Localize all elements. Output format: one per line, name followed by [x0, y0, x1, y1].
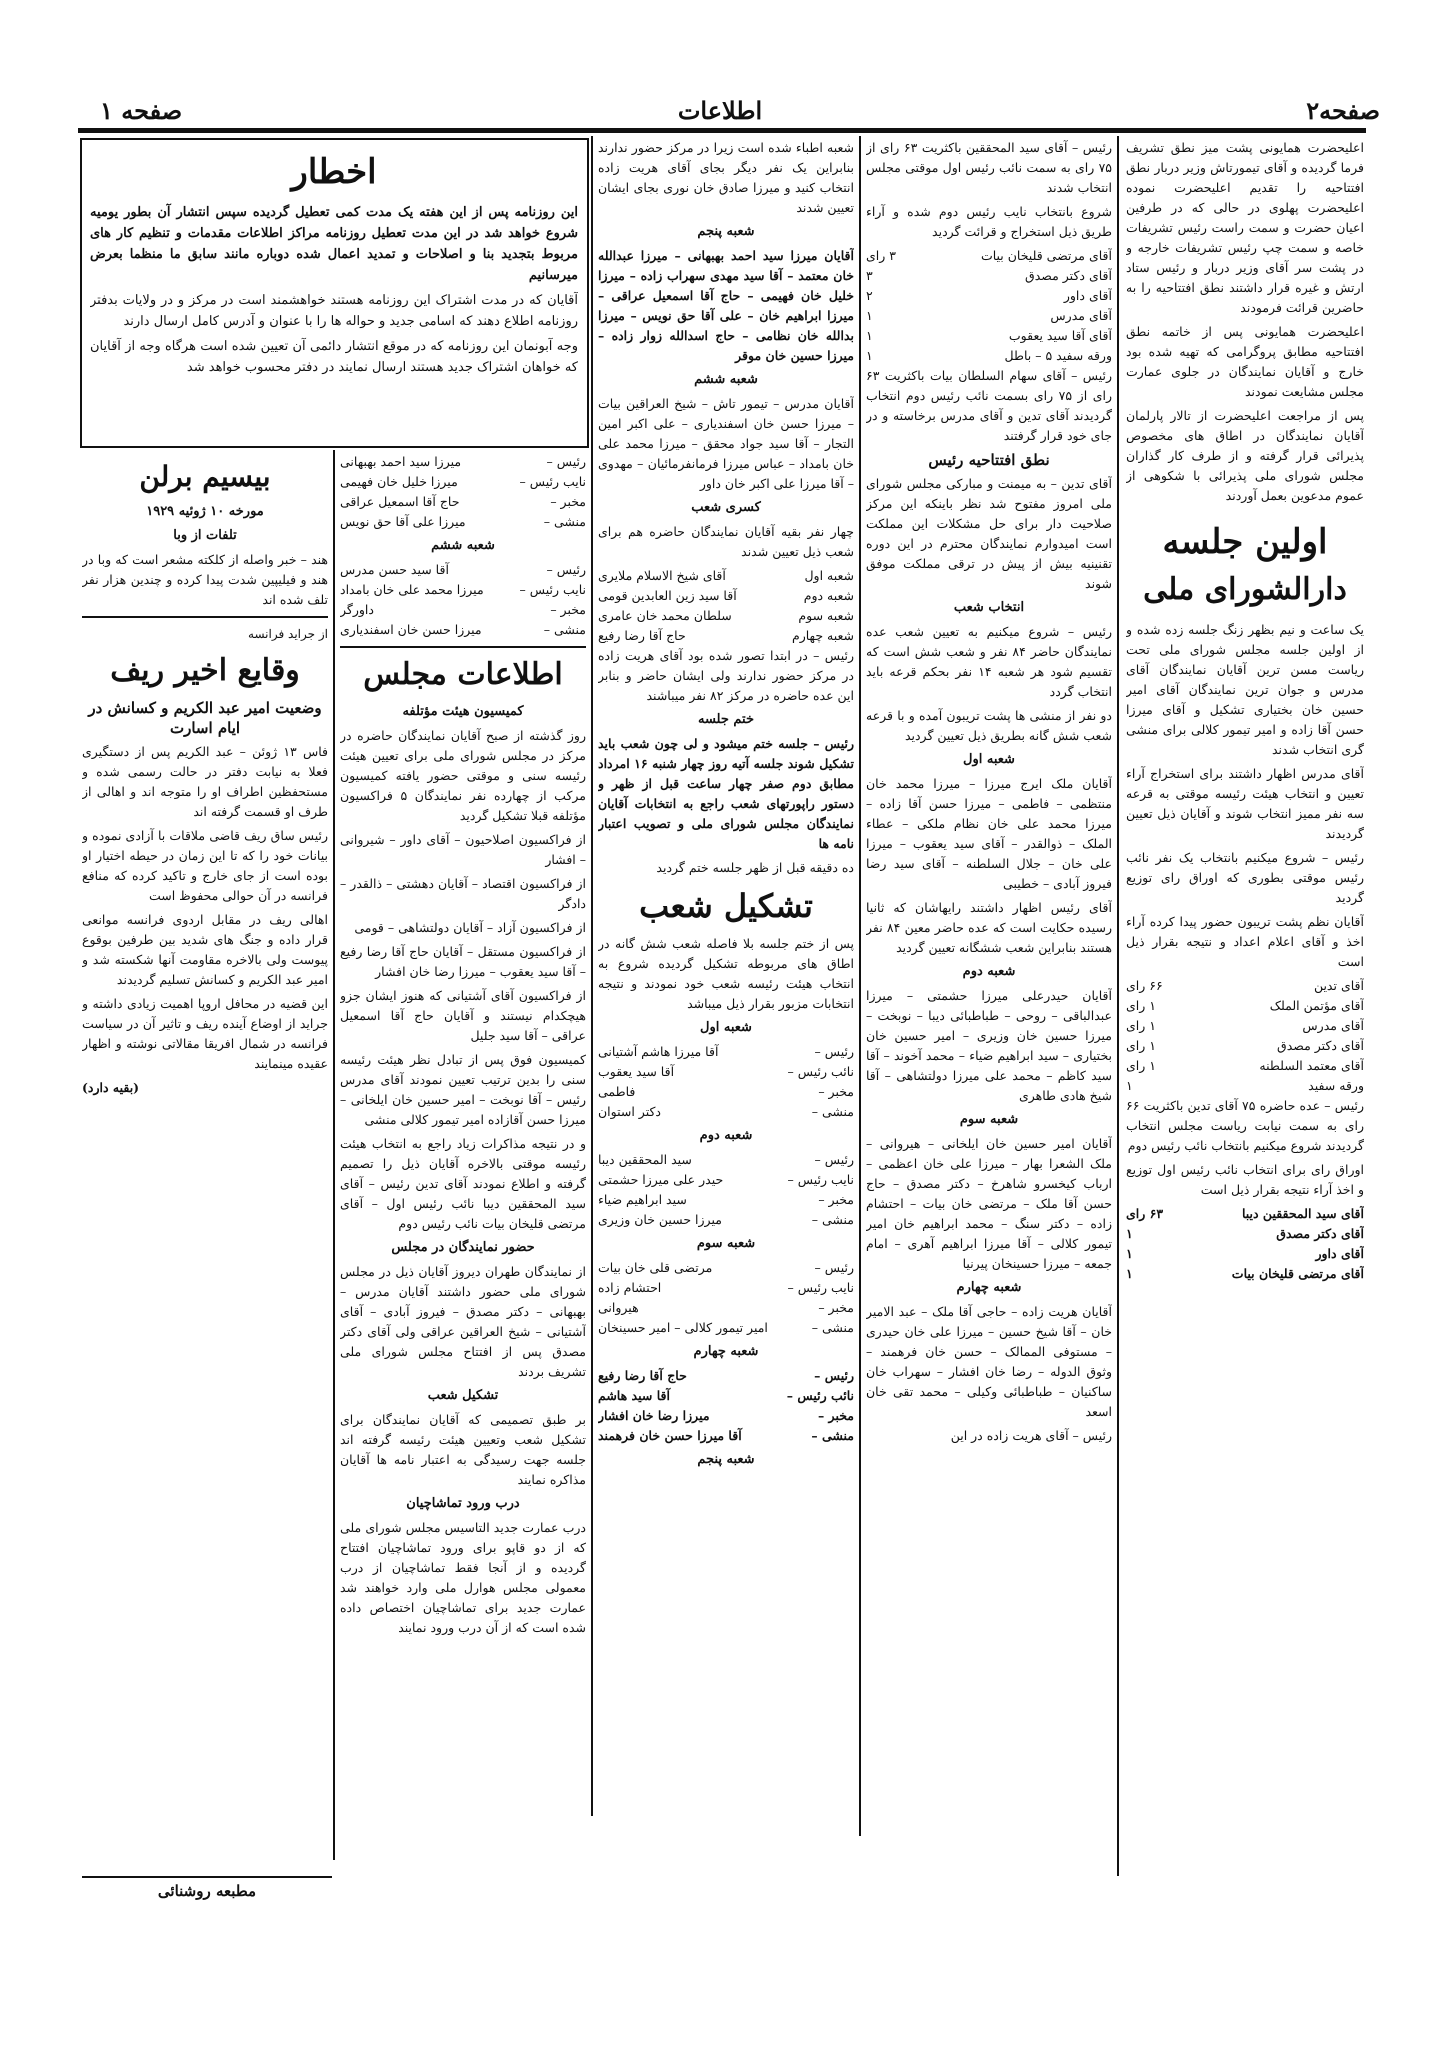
list-key: آقای معتمد السلطنه [1259, 1058, 1364, 1073]
headline-parliament-news: اطلاعات مجلس [363, 657, 563, 692]
list-row [340, 620, 586, 640]
vote-list [866, 246, 1112, 366]
list-value: ۱ [1126, 1226, 1133, 1241]
column-4 [340, 452, 586, 1852]
radio-date: مورخه ۱۰ ژوئیه ۱۹۲۹ [146, 504, 264, 519]
article-paragraph: از فراکسیون اقتصاد – آقایان دهشتی – ذالقدر – دادگر [340, 876, 586, 911]
list-value: سلطان محمد خان عامری [598, 608, 732, 623]
list-key: منشی – [543, 514, 586, 529]
list-key: آقای دکتر مصدق [1276, 1226, 1364, 1241]
article-paragraph: آقایان حیدرعلی میرزا حشمتی – میرزا عبدالباقی – روحی – طباطبائی دیبا – نوبخت – میرزا حسین خان وزیری – امیر حسین خان بختیاری – سید ابراهیم ضیاء – محمد آخوند – آقا سید کاظم – محمد علی میرزا دولتشاهی – آقا شیخ هادی طاهری [866, 988, 1112, 1103]
divider [82, 616, 328, 618]
list-row [598, 1258, 854, 1278]
list-row [1126, 1016, 1364, 1036]
article-paragraph: آقایان نظم پشت تریبون حضور پیدا کرده آراء اخذ و آقای اعلام اعداد و نتیجه بقرار ذیل است [1126, 914, 1364, 969]
section-heading: شعبه پنجم [697, 224, 755, 239]
section-heading: شعبه اول [700, 1020, 752, 1035]
list-value: حاج آقا رضا رفیع [598, 628, 686, 643]
column-divider [1117, 136, 1119, 1876]
list-key: منشی – [811, 1104, 854, 1119]
officer-list [598, 1042, 854, 1122]
list-value: ۱ [1126, 1078, 1133, 1093]
column-divider [859, 136, 861, 1836]
article-paragraph: اوراق رای برای انتخاب نائب رئیس اول توزیع و اخذ آراء نتیجه بقرار ذیل است [1126, 1162, 1364, 1197]
list-row [340, 600, 586, 620]
list-row [598, 1062, 854, 1082]
list-row [1126, 1264, 1364, 1284]
section-heading: کمیسیون هیئت مؤتلفه [402, 704, 524, 719]
divider [82, 1876, 332, 1878]
list-value: آقای شیخ الاسلام ملایری [598, 568, 726, 583]
column-5 [82, 452, 328, 1882]
article-paragraph: بر طبق تصمیمی که آقایان نمایندگان برای تشکیل شعب وتعیین هیئت رئیسه گرفته اند جلسه جهت رسیدگی به اعتبار نامه ها آقایان مذاکره نمایند [340, 1412, 586, 1487]
list-key: آقای مدرس [1050, 308, 1112, 323]
list-value: ۲ [866, 288, 873, 303]
list-key: آقای آقا سید یعقوب [1008, 328, 1112, 343]
article-paragraph: آقایان هریت زاده – حاجی آقا ملک – عبد الامیر خان – آقا شیخ حسین – میرزا علی خان حیدری – مستوفی الممالک – حسن خان فرهمند – وثوق الدوله – رضا خان افشار – سهراب خان ساکنیان – طباطبائی وکیلی – محمد تقی خان اسعد [866, 1304, 1112, 1419]
list-row [1126, 1204, 1364, 1224]
list-row [598, 1318, 854, 1338]
list-row [598, 1082, 854, 1102]
assignment-list [598, 566, 854, 646]
article-paragraph: آقایان امیر حسین خان ایلخانی – هیروانی – ملک الشعرا بهار – میرزا علی خان اعظمی – ارباب کیخسرو شاهرخ – دکتر مصدق – حاج حسن آقا ملک – مرتضی خان بیات – احتشام زاده – دکتر سنگ – محمد ابراهیم خان امیر تیمور کلالی – آقا میرزا ابراهیم آهری – امام جمعه – میرزا حسینخان پیرنیا [866, 1136, 1112, 1271]
column-2 [866, 138, 1112, 1878]
list-row [598, 1278, 854, 1298]
article-paragraph: رئیس – آقای سهام السلطان بیات باکثریت ۶۳ رای از ۷۵ رای بسمت نائب رئیس دوم انتخاب گردیدند آقای تدین و آقای مدرس برخاسته و در جای خود قرار گرفتند [866, 368, 1112, 443]
article-paragraph: کمیسیون فوق پس از تبادل نظر هیئت رئیسه سنی را بدین ترتیب تعیین نمودند آقای مدرس رئیس – آقا نوبخت – امیر حسین خان ایلخانی – میرزا حسن آقازاده امیر تیمور کلالی منشی [340, 1052, 586, 1127]
continued-note: (بقیه دارد) [82, 1080, 140, 1095]
section-heading: شعبه چهارم [956, 1280, 1022, 1295]
list-key: شعبه سوم [798, 608, 854, 623]
notice-paragraph: آقایان که در مدت اشتراک این روزنامه هستند خواهشمند است در مرکز و در ولایات بدفتر روزنامه اطلاع دهند که اسامی جدید و حواله ها را با عنوان و آدرس کامل ارسال دارند [90, 293, 578, 329]
list-value: امیر تیمور کلالی – امیر حسینخان [598, 1320, 768, 1335]
list-value: ۱ رای [1126, 998, 1156, 1013]
list-row [598, 566, 854, 586]
notice-paragraph: وجه آبونمان این روزنامه که در موقع انتشار دائمی آن تعیین شده است هرگاه وجه از آقایان که خواهان اشتراک جدید هستند ارسال نمایند در دفتر محسوب خواهد شد [90, 339, 578, 375]
list-key: منشی – [543, 622, 586, 637]
list-row [340, 580, 586, 600]
list-value: ۳ رای [866, 248, 896, 263]
headline-rif: وقایع اخیر ریف [110, 653, 300, 688]
article-paragraph: از فراکسیون آقای آشتیانی که هنوز ایشان جزو هیچکدام نیستند و آقایان حاج آقا اسمعیل عراقی – آقا سید جلیل [340, 988, 586, 1043]
list-value: میرزا علی آقا حق نویس [340, 514, 466, 529]
article-paragraph: دو نفر از منشی ها پشت تریبون آمده و با قرعه شعب شش گانه بطریق ذیل تعیین گردید [866, 708, 1112, 743]
list-row [598, 586, 854, 606]
list-key: نایب رئیس – [787, 1172, 854, 1187]
subheadline-rif: وضعیت امیر عبد الکریم و کسانش در ایام اسارت [88, 699, 322, 737]
section-heading: تشکیل شعب [427, 1388, 499, 1403]
list-row [598, 1386, 854, 1406]
article-paragraph: روز گذشته از صبح آقایان نمایندگان حاضره در مرکز در مجلس شورای ملی برای تعیین هیئت رئیسه سنی و موقتی حضور یافته کمیسیون مرکب از چهارده نفر نمایندگان ۵ فراکسیون مؤتلفه قبلا تشکیل گردید [340, 728, 586, 823]
list-value: میرزا رضا خان افشار [598, 1408, 710, 1423]
section-heading: نطق افتتاحیه رئیس [928, 451, 1050, 469]
list-key: رئیس – [546, 454, 586, 469]
list-value: ۱ [866, 328, 873, 343]
list-value: حیدر علی میرزا حشمتی [598, 1172, 724, 1187]
list-value: میرزا سید احمد بهبهانی [340, 454, 462, 469]
list-value: حاج آقا رضا رفیع [598, 1368, 687, 1383]
headline-parliament: دارالشورای ملی [1143, 572, 1347, 607]
list-value: ۶۶ رای [1126, 978, 1163, 993]
list-key: شعبه اول [804, 568, 854, 583]
article-paragraph: از فراکسیون اصلاحیون – آقای داور – شیروانی – افشار [340, 832, 586, 867]
list-value: میرزا محمد علی خان بامداد [340, 582, 484, 597]
list-key: ورقه سفید [1308, 1078, 1364, 1093]
list-value: میرزا حسن خان اسفندیاری [340, 622, 482, 637]
page-number-left: صفحه ۱ [100, 96, 183, 125]
article-paragraph: از نمایندگان طهران دیروز آقایان ذیل در مجلس شورای ملی حضور داشتند آقایان مدرس – بهبهانی – دکتر مصدق – فیروز آبادی – آقای آشتیانی – شیخ العراقین عراقی ولی آقای دکتر مصدق پس از افتتاح مجلس شورای ملی تشریف بردند [340, 1264, 586, 1379]
list-value: آقا میرزا هاشم آشتیانی [598, 1044, 719, 1059]
list-row [598, 1102, 854, 1122]
section-heading: کسری شعب [691, 500, 761, 515]
list-value: هیروانی [598, 1300, 639, 1315]
list-key: آقای سید المحققین دیبا [1241, 1206, 1364, 1221]
list-row [598, 1042, 854, 1062]
list-value: ۶۳ رای [1126, 1206, 1164, 1221]
list-row [866, 306, 1112, 326]
list-key: آقای دکتر مصدق [1025, 268, 1112, 283]
headline-notice: اخطار [291, 152, 377, 192]
article-paragraph: آقایان مدرس – تیمور تاش – شیخ العراقین بیات – میرزا حسن خان اسفندیاری – علی اکبر امین التجار – آقا سید جواد محقق – میرزا محمد علی خان بامداد – عباس میرزا فرمانفرمائیان – مهدوی – آقا میرزا علی اکبر خان داور [598, 396, 854, 491]
list-value: ۱ [1126, 1266, 1133, 1281]
paper-name: اطلاعات [677, 96, 763, 125]
printer-name: مطبعه روشنائی [157, 1882, 257, 1900]
list-key: رئیس – [814, 1152, 854, 1167]
section-heading: حضور نمایندگان در مجلس [391, 1240, 535, 1255]
column-3 [598, 138, 854, 1838]
column-divider [333, 450, 335, 1860]
list-row [598, 1170, 854, 1190]
list-key: منشی – [811, 1212, 854, 1227]
list-value: مرتضی قلی خان بیات [598, 1260, 713, 1275]
list-row [866, 346, 1112, 366]
section-heading: شعبه ششم [431, 538, 495, 553]
list-value: حاج آقا اسمعیل عراقی [340, 494, 460, 509]
section-heading: انتخاب شعب [953, 600, 1025, 615]
list-row [598, 626, 854, 646]
article-paragraph: رئیس – در ابتدا تصور شده بود آقای هریت زاده در مرکز حضور ندارند ولی ایشان حاضر و بنابر این عده حاضره در مرکز ۸۲ نفر میباشند [598, 648, 854, 703]
list-key: منشی – [811, 1428, 854, 1443]
list-key: آقای دکتر مصدق [1277, 1038, 1364, 1053]
article-paragraph: این قضیه در محافل اروپا اهمیت زیادی داشته و جراید از اوضاع آینده ریف و تاثیر آن در سیاست فرانسه در شمال افریقا مقالاتی نوشته و اظهار عقیده مینمایند [82, 996, 328, 1071]
list-row [1126, 996, 1364, 1016]
article-paragraph: اعلیحضرت همایونی پشت میز نطق تشریف فرما گردیده و آقای تیمورتاش وزیر دربار نطق افتتاحیه را تقدیم اعلیحضرت نموده اعلیحضرت پهلوی در حالی که در طرفین اعیان حضرت و سمت راست رئیس تشریفات خاصه و سمت چپ رئیس تشریفات خارجه و در پشت سر آقای وزیر دربار و رئیس ستاد ارتش و غیره قرار داشتند نطق افتتاحیه را به حاضرین قرائت فرمودند [1126, 140, 1364, 315]
list-key: رئیس – [546, 562, 586, 577]
headline-branches: تشکیل شعب [639, 887, 813, 925]
article-paragraph: پس از مراجعت اعلیحضرت از تالار پارلمان آقایان نمایندگان در اطاق های مخصوص پذیرائی قرار گرفته و از طرف کار گذاران مجلس شورای ملی پذیرائی با شکوهی از عموم مدعوین بعمل آوردند [1126, 408, 1364, 503]
article-paragraph: آقای تدین – به میمنت و مبارکی مجلس شورای ملی امروز مفتوح شد نظر باینکه این مرکز صلاحیت دار برای حل مشکلات این مملکت است امیدوارم نمایندگان محترم در این دوره تقنینیه بیش از پیش در ترقی مملکت موفق شوند [866, 476, 1112, 591]
section-heading: شعبه سوم [696, 1236, 756, 1251]
list-value: آقا سید یعقوب [598, 1064, 675, 1079]
headline-first-session: اولین جلسه [1162, 522, 1328, 562]
section-heading: شعبه پنجم [697, 1452, 755, 1467]
list-key: مخبر – [550, 602, 586, 617]
list-row [1126, 1056, 1364, 1076]
list-row [598, 1150, 854, 1170]
article-paragraph: هند – خبر واصله از کلکته مشعر است که وبا در هند و فیلیپین شدت پیدا کرده و چندین هزار نفر تلف شده اند [82, 552, 328, 607]
article-paragraph: یک ساعت و نیم بظهر زنگ جلسه زده شده و از اولین جلسه مجلس شورای ملی تحت ریاست مسن ترین آقایان نمایندگان آقای مدرس و جوان ترین نمایندگان آقای امیر حسین خان بختیاری تشکیل و آقای میرزا حسن آقا زاده و امیر تیمور کلالی برای منشی گری انتخاب شدند [1126, 622, 1364, 757]
list-key: نایب رئیس – [519, 582, 586, 597]
list-value: آقا سید حسن مدرس [340, 562, 449, 577]
list-row [340, 492, 586, 512]
list-value: آقا سید هاشم [598, 1388, 670, 1403]
list-value: داورگر [340, 602, 374, 617]
section-heading: شعبه دوم [962, 964, 1016, 979]
list-row [866, 246, 1112, 266]
article-paragraph: آقایان میرزا سید احمد بهبهانی – میرزا عبدالله خان معتمد – آقا سید مهدی سهراب زاده – میرزا خلیل خان فهیمی – حاج آقا اسمعیل عراقی – میرزا ابراهیم خان – علی آقا حق نویس – میرزا بدالله خان نظامی – حاج اسدالله زوار زاده – میرزا حسین خان موقر [598, 248, 854, 363]
article-paragraph: از فراکسیون مستقل – آقایان حاج آقا رضا رفیع – آقا سید یعقوب – میرزا رضا خان افشار [340, 944, 586, 979]
list-key: شعبه دوم [803, 588, 854, 603]
list-value: احتشام زاده [598, 1280, 662, 1295]
page-number-right: صفحه۲ [1306, 96, 1380, 125]
list-value: میرزا خلیل خان فهیمی [340, 474, 458, 489]
list-row [598, 1426, 854, 1446]
officer-list [598, 1150, 854, 1230]
article-paragraph: آقای رئیس اظهار داشتند رایهاشان که ثانیا رسیده حکایت است که عده حاضر معین ۸۴ نفر هستند بنابراین شعب ششگانه تعیین گردید [866, 900, 1112, 955]
article-paragraph: از فراکسیون آزاد – آقایان دولتشاهی – قومی [354, 920, 586, 935]
list-value: میرزا حسین خان وزیری [598, 1212, 722, 1227]
officer-list [598, 1366, 854, 1446]
list-key: آقای مدرس [1302, 1018, 1364, 1033]
list-row [598, 606, 854, 626]
list-key: آقای داور [1063, 288, 1112, 303]
article-paragraph: آقای مدرس اظهار داشتند برای استخراج آراء تعیین و انتخاب هیئت رئیسه موقتی به قرعه سه نفر ممیز انتخاب شوند و آقایان ذیل تعیین گردیدند [1126, 766, 1364, 841]
article-paragraph: اعلیحضرت همایونی پس از خاتمه نطق افتتاحیه مطابق پروگرامی که تهیه شده بود خارج و آقایان نمایندگان در جلوی عمارت مجلس مشایعت نمودند [1126, 324, 1364, 399]
vote-list [1126, 976, 1364, 1096]
section-heading: شعبه سوم [959, 1112, 1019, 1127]
list-row [598, 1210, 854, 1230]
masthead-rule [78, 128, 1366, 133]
list-row [340, 452, 586, 472]
list-row [340, 512, 586, 532]
list-row [598, 1366, 854, 1386]
list-row [1126, 976, 1364, 996]
list-key: آقای مرتضی قلیخان بیات [980, 248, 1112, 263]
list-row [1126, 1076, 1364, 1096]
list-key: نایب رئیس – [787, 1280, 854, 1295]
list-value: ۳ [866, 268, 873, 283]
list-key: نایب رئیس – [519, 474, 586, 489]
list-row [1126, 1224, 1364, 1244]
article-paragraph: رئیس – آقای هریت زاده در این [950, 1428, 1112, 1443]
list-row [340, 472, 586, 492]
column-divider [591, 136, 593, 1816]
headline-radio-berlin: بیسیم برلن [139, 460, 271, 493]
list-value: سید المحققین دیبا [598, 1152, 692, 1167]
list-value: آقا میرزا حسن خان فرهمند [598, 1428, 742, 1443]
list-row [866, 326, 1112, 346]
list-row [866, 286, 1112, 306]
list-row [1126, 1036, 1364, 1056]
officer-list [340, 560, 586, 640]
article-paragraph: آقایان ملک ایرج میرزا – میرزا محمد خان منتظمی – فاطمی – میرزا حسن آقا زاده – میرزا محمد علی خان نظام ملکی – عطاء الملک – ذوالقدر – آقای سید یعقوب – میرزا علی خان – جلال السلطنه – آقای سید رضا فیروز آبادی – خطیبی [866, 776, 1112, 891]
list-value: ۱ رای [1126, 1038, 1156, 1053]
article-paragraph: رئیس – آقای سید المحققین باکثریت ۶۳ رای از ۷۵ رای به سمت نائب رئیس اول موقتی مجلس انتخاب شدند [866, 140, 1112, 195]
list-key: مخبر – [818, 1192, 854, 1207]
list-key: نائب رئیس – [786, 1388, 854, 1403]
article-paragraph: اهالی ریف در مقابل اردوی فرانسه موانعی قرار داده و جنگ های شدید بین طرفین بوقوع پیوست ولی بالاخره مقاومت آنها شکسته شد و امیر عبد الکریم و کسانش تسلیم گردیدند [82, 912, 328, 987]
article-paragraph: درب عمارت جدید التاسیس مجلس شورای ملی که از دو قاپو برای ورود تماشاچیان افتتاح گردیده و از آنجا فقط تماشاچیان از درب معمولی مجلس هوارل ملی وارد خواهند شد عمارت جدید برای تماشاچیان اختصاص داده شده است که از آن درب ورود نمایند [340, 1520, 586, 1635]
list-value: سید ابراهیم ضیاء [598, 1192, 687, 1207]
list-value: آقا سید زین العابدین قومی [598, 588, 737, 603]
list-key: ورقه سفید ۵ – باطل [1004, 348, 1112, 363]
list-key: آقای مرتضی قلیخان بیات [1231, 1266, 1364, 1281]
list-key: شعبه چهارم [791, 628, 854, 643]
list-row [1126, 1244, 1364, 1264]
list-row [598, 1406, 854, 1426]
section-heading: شعبه اول [963, 752, 1015, 767]
article-paragraph: پس از ختم جلسه بلا فاصله شعب شش گانه در اطاق های مربوطه تشکیل گردیده شروع به انتخاب هیئت رئیسه شعب خود نمودند و نتیجه انتخابات مزبور بقرار ذیل میباشد [598, 936, 854, 1011]
list-key: آقای مؤتمن الملک [1269, 998, 1364, 1013]
list-key: آقای تدین [1313, 978, 1364, 993]
divider [340, 646, 586, 648]
section-heading: شعبه چهارم [693, 1344, 759, 1359]
section-heading: ختم جلسه [697, 712, 755, 727]
list-key: آقای داور [1315, 1246, 1364, 1261]
list-key: رئیس – [814, 1260, 854, 1275]
list-value: ۱ [1126, 1246, 1133, 1261]
list-value: دکتر استوان [598, 1104, 661, 1119]
notice-paragraph: این روزنامه پس از این هفته یک مدت کمی تعطیل گردیده سپس انتشار آن بطور یومیه شروع خواهد شد در این مدت تعطیل روزنامه مراکز اطلاعات مقدمات و تنظیم کار های مربوط بتجدید بنا و اصلاحات و تمدید اعمال شده دوباره مانند سابق ما منظما بعرض میرسانیم [90, 205, 578, 283]
radio-subheading: تلفات از وبا [173, 528, 237, 543]
list-value: ۱ رای [1126, 1018, 1156, 1033]
article-paragraph: رئیس – شروع میکنیم بانتخاب یک نفر نائب رئیس موقتی بطوری که اوراق رای توزیع گردید [1126, 850, 1364, 905]
article-paragraph: رئیس ساق ریف قاضی ملاقات با آزادی نموده و بیانات خود را که تا این زمان در حیطه اختیار او بوده است از جای خارج و تاکید کرده که منافع فرانسه در آن حوالی محفوظ است [82, 828, 328, 903]
column-1 [1126, 138, 1364, 1878]
article-paragraph: چهار نفر بقیه آقایان نمایندگان حاضره هم برای شعب ذیل تعیین شدند [598, 524, 854, 559]
list-key: نائب رئیس – [787, 1064, 854, 1079]
list-row [340, 560, 586, 580]
section-heading: شعبه ششم [694, 372, 758, 387]
list-key: منشی – [811, 1320, 854, 1335]
list-value: ۱ رای [1126, 1058, 1156, 1073]
section-heading: شعبه دوم [699, 1128, 753, 1143]
article-paragraph: ده دقیقه قبل از ظهر جلسه ختم گردید [656, 860, 854, 875]
list-key: مخبر – [817, 1408, 854, 1423]
list-key: مخبر – [818, 1084, 854, 1099]
list-value: ۱ [866, 348, 873, 363]
notice [90, 142, 578, 440]
article-paragraph: رئیس – شروع میکنیم به تعیین شعب عده نمایندگان حاضر ۸۴ نفر و شعب شش است که تقسیم شود هر شعبه ۱۴ نفر بحکم قرعه باید انتخاب گردد [866, 624, 1112, 699]
article-paragraph: شروع بانتخاب نایب رئیس دوم شده و آراء طریق ذیل استخراج و قرائت گردید [866, 204, 1112, 239]
article-paragraph: رئیس – عده حاضره ۷۵ آقای تدین باکثریت ۶۶ رای به سمت نیابت ریاست مجلس انتخاب گردیدند شروع میکنیم بانتخاب نائب رئیس دوم [1126, 1098, 1364, 1153]
list-key: مخبر – [818, 1300, 854, 1315]
officer-list [340, 452, 586, 532]
article-paragraph: فاس ۱۳ ژوئن – عبد الکریم پس از دستگیری فعلا به نیابت دفتر در حالت رسمی شده و مستحفظین اطراف او را متوجه اند و اهالی از طرف او قسمت گرفته اند [82, 744, 328, 819]
article-paragraph: شعبه اطباء شده است زیرا در مرکز حضور ندارند بنابراین یک نفر دیگر بجای آقای هریت زاده انتخاب کنید و میرزا صادق خان نوری بجای ایشان تعیین شدند [598, 140, 854, 215]
list-row [598, 1298, 854, 1318]
article-paragraph: و در نتیجه مذاکرات زیاد راجع به انتخاب هیئت رئیسه موقتی بالاخره آقایان ذیل را تصمیم گرفته و اطلاع نمودند آقای تدین رئیس – آقای سید المحققین دیبا نائب رئیس اول – آقای مرتضی قلیخان بیات نائب رئیس دوم [340, 1136, 586, 1231]
list-key: رئیس – [814, 1044, 854, 1059]
source-note: از جراید فرانسه [248, 627, 328, 641]
list-key: رئیس – [814, 1368, 854, 1383]
list-row [866, 266, 1112, 286]
section-heading: درب ورود تماشاچیان [406, 1496, 520, 1511]
list-row [598, 1190, 854, 1210]
article-paragraph: رئیس – جلسه ختم میشود و لی چون شعب باید تشکیل شوند جلسه آتیه روز چهار شنبه ۱۶ امرداد مطابق دوم صفر چهار ساعت قبل از ظهر و دستور راپورتهای شعب راجع به انتخابات آقایان نمایندگان مجلس شورای ملی و تصویب اعتبار نامه ها [598, 736, 854, 851]
list-key: مخبر – [550, 494, 586, 509]
list-value: ۱ [866, 308, 873, 323]
list-value: فاطمی [598, 1084, 636, 1099]
officer-list [598, 1258, 854, 1338]
vote-list [1126, 1204, 1364, 1284]
